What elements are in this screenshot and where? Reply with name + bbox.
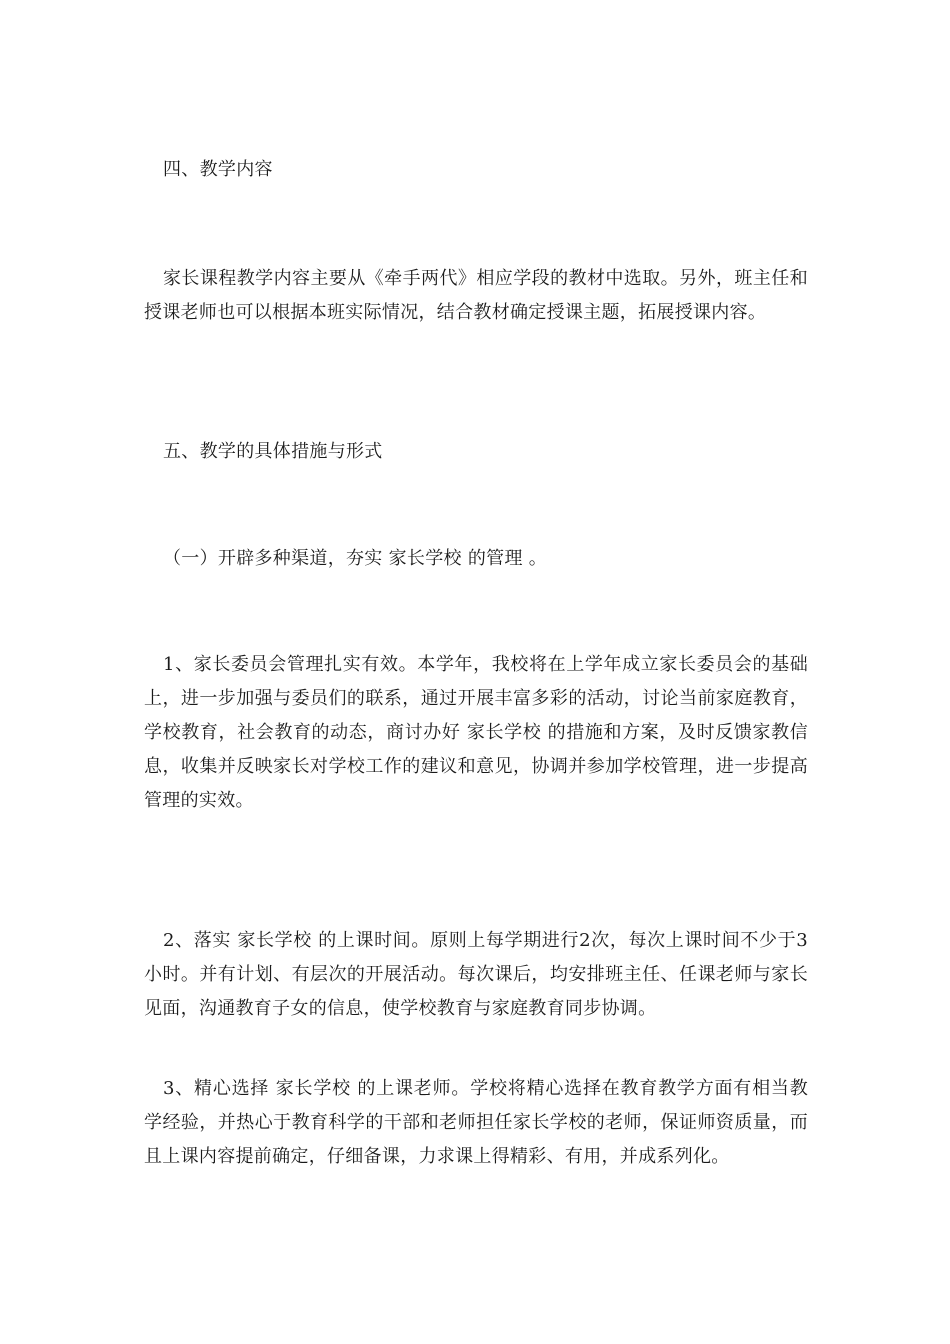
list-item-3: 3、精心选择 家长学校 的上课老师。学校将精心选择在教育教学方面有相当教学经验，并热心于教育科学的干部和老师担任家长学校的老师，保证师资质量，而且上课内容提前确定，仔细备课，力求课上得精彩、有用，并成系列化。 [144, 1078, 808, 1167]
list-item-1: 1、家长委员会管理扎实有效。本学年，我校将在上学年成立家长委员会的基础上，进一步加强与委员们的联系，通过开展丰富多彩的活动，讨论当前家庭教育，学校教育，社会教育的动态，商讨办好 家长学校 的措施和方案，及时反馈家教信息，收集并反映家长对学校工作的建议和意见，协调并参加学校管理，进一步提高管理的实效。 [144, 654, 808, 811]
section-4-paragraph: 家长课程教学内容主要从《牵手两代》相应学段的教材中选取。另外，班主任和授课老师也可以根据本班实际情况，结合教材确定授课主题，拓展授课内容。 [144, 268, 808, 323]
list-item-2: 2、落实 家长学校 的上课时间。原则上每学期进行2次，每次上课时间不少于3小时。并有计划、有层次的开展活动。每次课后，均安排班主任、任课老师与家长见面，沟通教育子女的信息，使学校教育与家庭教育同步协调。 [144, 930, 808, 1019]
section-5-subheading-1: （一）开辟多种渠道，夯实 家长学校 的管理 。 [163, 548, 548, 569]
section-4-heading: 四、教学内容 [163, 159, 273, 180]
section-5-heading: 五、教学的具体措施与形式 [163, 441, 383, 462]
